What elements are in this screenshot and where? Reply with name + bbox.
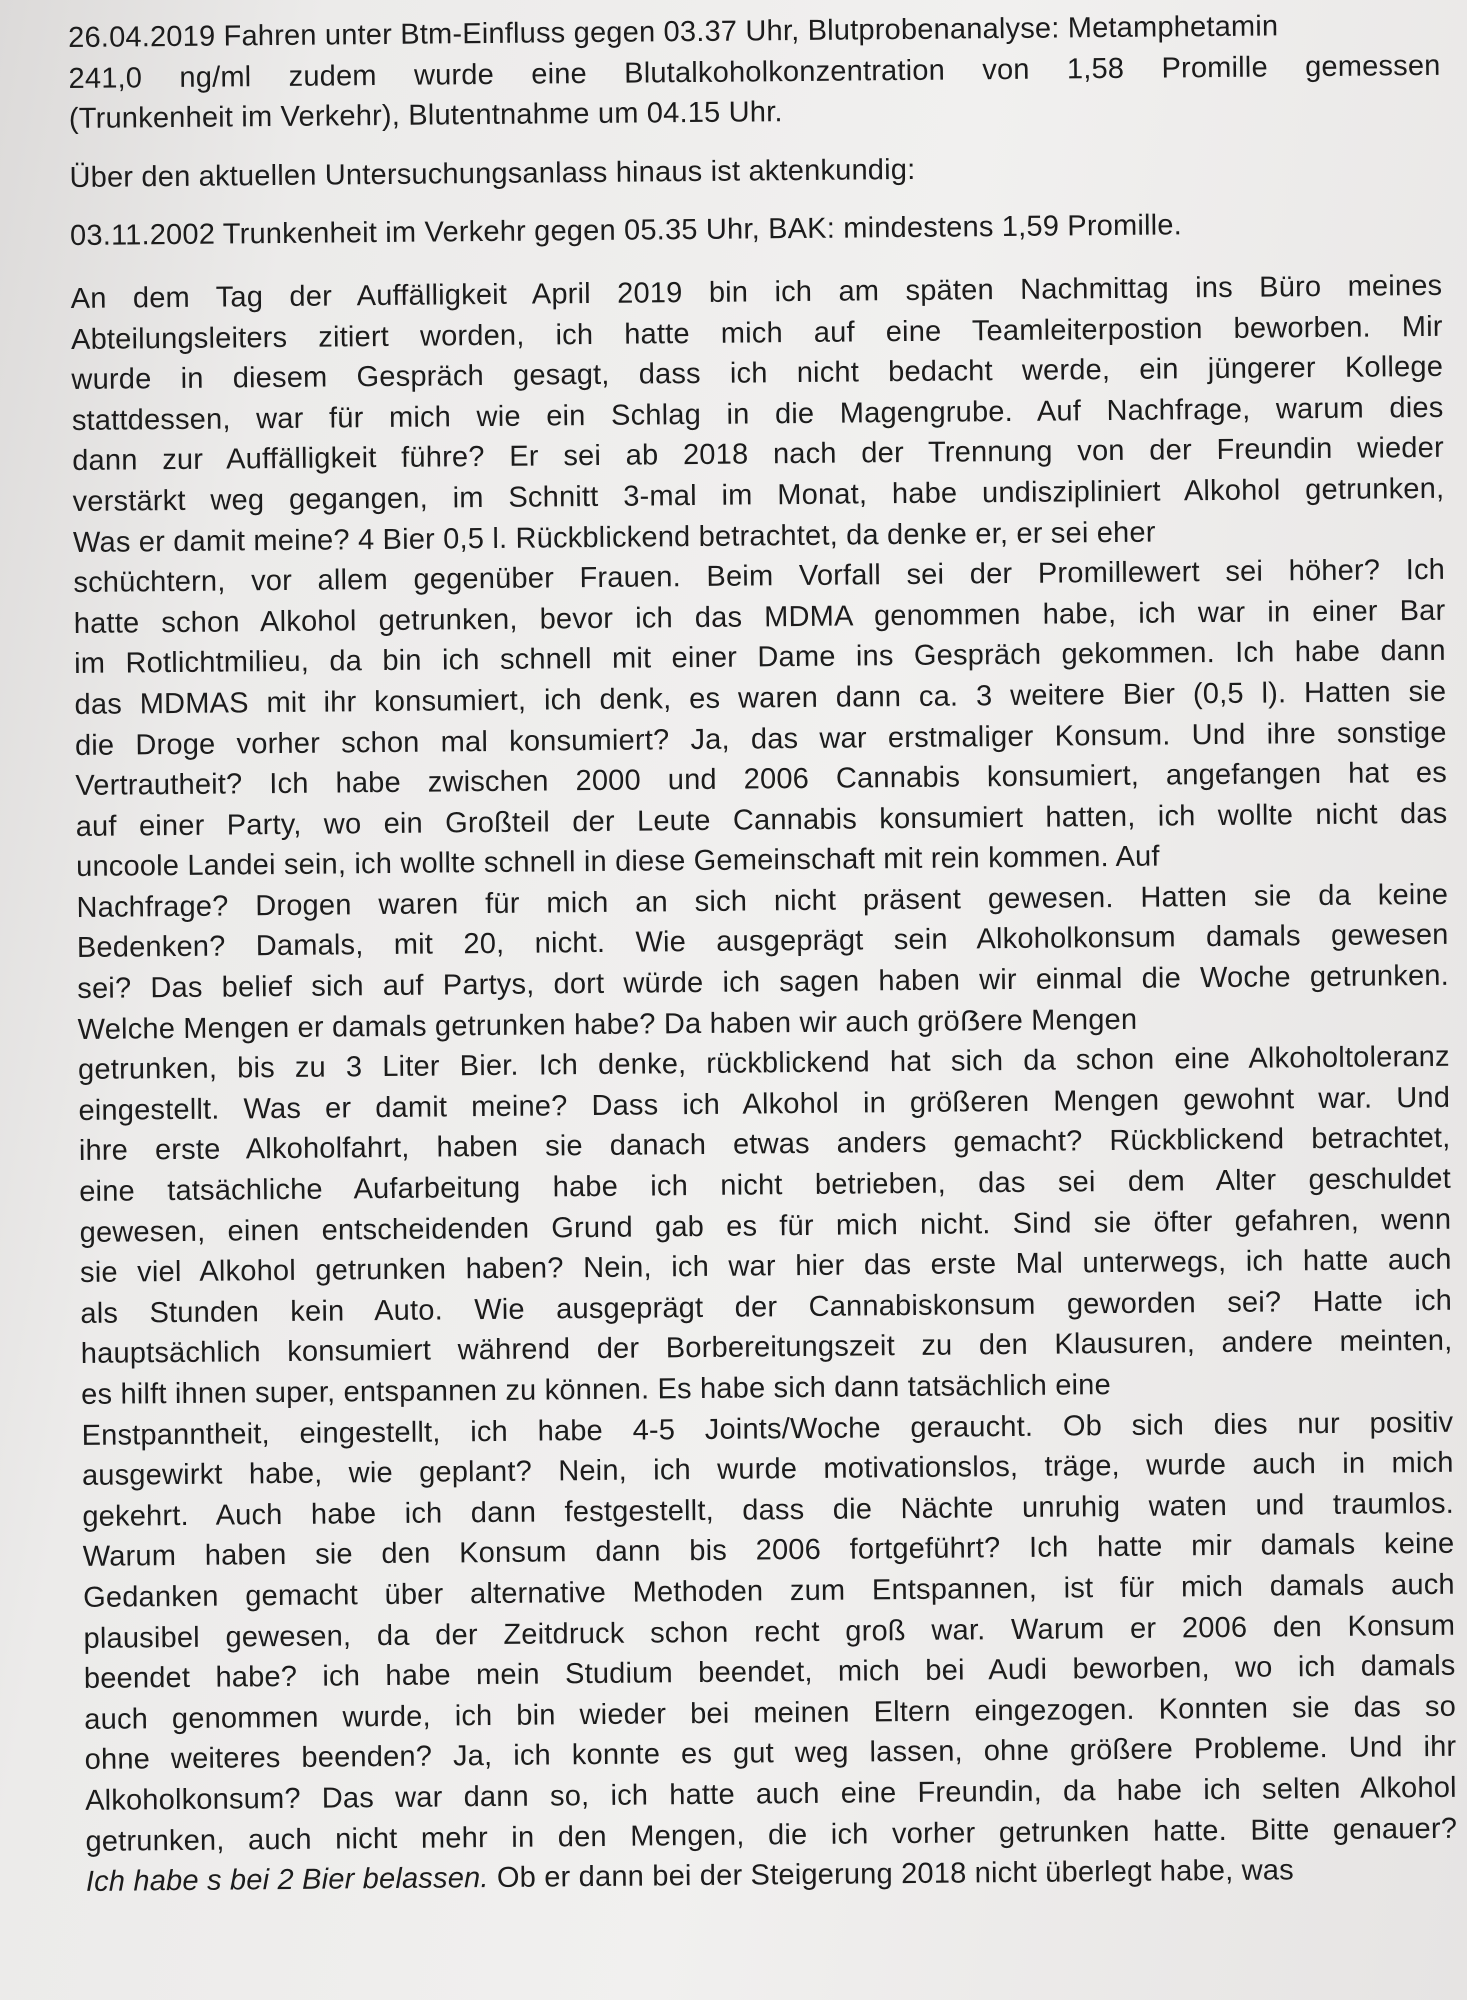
text-line: dann zur Auffälligkeit führe? Er sei ab 2018 nach der Trennung von der Freundin wieder	[72, 432, 1445, 478]
text-line: ihre erste Alkoholfahrt, haben sie danach etwas anders gemacht? Rückblickend betrachtet,	[78, 1122, 1451, 1168]
text-line: auf einer Party, wo ein Großteil der Leute Cannabis konsumiert hatten, ich wollte nicht das	[75, 797, 1448, 843]
text-line: Alkoholkonsum? Das war dann so, ich hatte auch eine Freundin, da habe ich selten Alkohol	[84, 1771, 1457, 1817]
text-line: Nachfrage? Drogen waren für mich an sich nicht präsent gewesen. Hatten sie da keine	[76, 878, 1449, 924]
text-line: Was er damit meine? 4 Bier 0,5 l. Rückblickend betrachtet, da denke er, er sei eher	[72, 516, 1156, 559]
text-line: Über den aktuellen Untersuchungsanlass hinaus ist aktenkundig:	[69, 153, 916, 194]
text-line: sei? Das belief sich auf Partys, dort würde ich sagen haben wir einmal die Woche getrunken.	[77, 959, 1450, 1006]
text-line: hatte schon Alkohol getrunken, bevor ich das MDMA genommen habe, ich war in einer Bar	[73, 594, 1446, 640]
italic-answer: Ich habe s bei 2 Bier belassen.	[85, 1862, 489, 1899]
line-continuation: Ob er dann bei der Steigerung 2018 nicht überlegt habe, was	[488, 1854, 1295, 1895]
text-line: An dem Tag der Auffälligkeit April 2019 bin ich am späten Nachmittag ins Büro meines	[70, 269, 1443, 315]
paragraph-offense-2019	[68, 5, 1441, 140]
text-line: verstärkt weg gegangen, im Schnitt 3-mal im Monat, habe undiszipliniert Alkohol getrunken,	[72, 472, 1445, 518]
text-line: Warum haben sie den Konsum dann bis 2006 fortgeführt? Ich hatte mir damals keine	[82, 1528, 1455, 1574]
text-line: plausibel gewesen, da der Zeitdruck schon recht groß war. Warum er 2006 den Konsum	[83, 1609, 1456, 1655]
text-line: schüchtern, vor allem gegenüber Frauen. Beim Vorfall sei der Promillewert sei höher? Ich	[73, 553, 1446, 600]
text-line: sie viel Alkohol getrunken haben? Nein, ich war hier das erste Mal unterwegs, ich hatte auch	[79, 1243, 1452, 1290]
text-line: Welche Mengen er damals getrunken habe? Da haben wir auch gröẞere Mengen	[77, 1003, 1138, 1046]
text-line: im Rotlichtmilieu, da bin ich schnell mit einer Dame ins Gespräch gekommen. Ich habe dann	[74, 635, 1446, 681]
paragraph-interview	[71, 266, 1459, 1903]
text-line: eine tatsächliche Aufarbeitung habe ich nicht betrieben, das sei dem Alter geschuldet	[79, 1162, 1452, 1208]
text-line: 241,0 ng/ml zudem wurde eine Blutalkoholkonzentration von 1,58 Promille gemessen	[68, 49, 1441, 95]
text-line: es hilft ihnen super, entspannen zu können. Es habe sich dann tatsächlich eine	[81, 1369, 1112, 1411]
text-line: hauptsächlich konsumiert während der Borbereitungszeit zu den Klausuren, andere meinten,	[80, 1325, 1453, 1371]
text-line: 03.11.2002 Trunkenheit im Verkehr gegen 05.35 Uhr, BAK: mindestens 1,59 Promille.	[69, 209, 1183, 253]
text-line: getrunken, bis zu 3 Liter Bier. Ich denke, rückblickend hat sich da schon eine Alkoholtoleranz	[77, 1041, 1450, 1087]
text-line: das MDMAS mit ihr konsumiert, ich denk, es waren dann ca. 3 weitere Bier (0,5 l). Hatten sie	[74, 675, 1447, 721]
text-line: eingestellt. Was er damit meine? Dass ich Alkohol in größeren Mengen gewohnt war. Und	[78, 1081, 1451, 1127]
text-line: die Droge vorher schon mal konsumiert? Ja, das war erstmaliger Konsum. Und ihre sonstige	[74, 716, 1447, 762]
text-line: gekehrt. Auch habe ich dann festgestellt, dass die Nächte unruhig waten und traumlos.	[82, 1487, 1455, 1533]
text-line: Bedenken? Damals, mit 20, nicht. Wie ausgeprägt sein Alkoholkonsum damals gewesen	[76, 919, 1449, 965]
text-line: ohne weiteres beenden? Ja, ich konnte es gut weg lassen, ohne größere Probleme. Und ihr	[84, 1731, 1457, 1777]
text-line: wurde in diesem Gespräch gesagt, dass ich nicht bedacht werde, ein jüngerer Kollege	[71, 350, 1444, 397]
text-line: auch genommen wurde, ich bin wieder bei meinen Eltern eingezogen. Konnten sie das so	[84, 1690, 1457, 1736]
text-line: uncoole Landei sein, ich wollte schnell in diese Gemeinschaft mit rein kommen. Auf	[75, 840, 1160, 884]
text-line: beendet habe? ich habe mein Studium beendet, mich bei Audi beworben, wo ich damals	[83, 1649, 1456, 1696]
text-line: Gedanken gemacht über alternative Methoden zum Entspannen, ist für mich damals auch	[83, 1568, 1455, 1614]
text-line: 26.04.2019 Fahren unter Btm-Einfluss gegen 03.37 Uhr, Blutprobenanalyse: Metamphetamin	[68, 10, 1279, 54]
text-line: ausgewirkt habe, wie geplant? Nein, ich wurde motivationslos, träge, wurde auch in mich	[81, 1446, 1454, 1493]
text-line: Vertrautheit? Ich habe zwischen 2000 und 2006 Cannabis konsumiert, angefangen hat es	[75, 756, 1448, 803]
text-line: stattdessen, war für mich wie ein Schlag in die Magengrube. Auf Nachfrage, warum dies	[71, 391, 1444, 437]
text-line: Abteilungsleiters zitiert worden, ich hatte mich auf eine Teamleiterpostion beworben. Mir	[70, 310, 1443, 356]
text-line: (Trunkenheit im Verkehr), Blutentnahme um 04.15 Uhr.	[68, 96, 783, 136]
text-line: Enstpanntheit, eingestellt, ich habe 4-5 Joints/Woche geraucht. Ob sich dies nur positiv	[81, 1406, 1454, 1452]
text-line: gewesen, einen entscheidenden Grund gab es für mich nicht. Sind sie öfter gefahren, wenn	[79, 1203, 1452, 1249]
text-line: getrunken, auch nicht mehr in den Mengen, die ich vorher getrunken hatte. Bitte genauer?	[85, 1812, 1458, 1858]
document-text	[68, 5, 1458, 1903]
text-line: als Stunden kein Auto. Wie ausgeprägt der Cannabiskonsum geworden sei? Hatte ich	[80, 1284, 1453, 1330]
